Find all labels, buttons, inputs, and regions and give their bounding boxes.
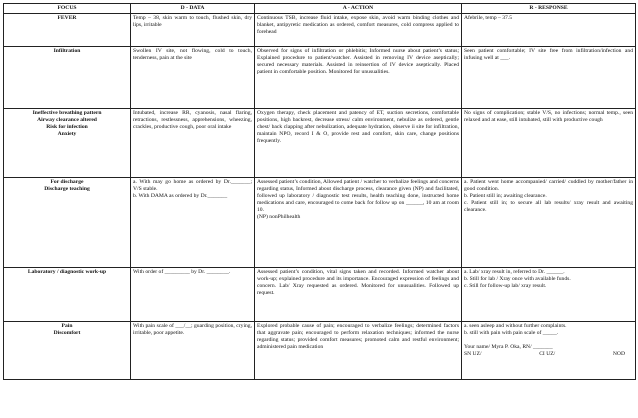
- response-cell: [462, 14, 636, 47]
- table-header: [4, 4, 636, 14]
- response-text: Afebrile, temp – 37.5: [464, 14, 513, 21]
- data-cell: [131, 268, 255, 322]
- action-text: Oxygen therapy, check placement and patency of ET, suction secretions, comfortable positions, high backrest, decrease stress/ calm environment, nebulize as ordered, gentle chest/ back clapping after nebulization, adequate hydration, observe ii site for infiltration, maintain NPO, record I & O, provide rest and comfort, skin care, change positions frequently.: [257, 109, 459, 144]
- signature-nod: NOD: [612, 350, 625, 357]
- action-text: Assessed patient’s condition, vital signs taken and recorded. Informed watcher about work-up; explained procedure and its importance. Encouraged expression of feelings and concern. Lab/ Xray requested as ordered. Monitored for unusualities. Followed up request.: [257, 268, 459, 296]
- focus-text: Risk for infection: [46, 123, 88, 130]
- response-text: Seen patient comfortable; IV site free from infiltration/infection and infusing well at ___.: [464, 47, 633, 61]
- data-cell: [131, 109, 255, 178]
- data-text: Swollen IV site, not flowing, cold to touch, tenderness, pain at the site: [133, 47, 252, 61]
- response-text: a. Lab/ xray result in, referred to Dr. ______.: [464, 268, 565, 275]
- response-cell: [462, 109, 636, 178]
- focus-text: For discharge: [50, 178, 84, 185]
- signature-line: [464, 351, 633, 358]
- focus-text: Laboratory / diagnostic work-up: [27, 268, 107, 275]
- data-text: Temp – 38, skin warm to touch, flushed skin, dry lips, irritable: [133, 14, 252, 28]
- table-row: [4, 322, 636, 380]
- action-cell: [255, 109, 462, 178]
- focus-text: Infiltration: [53, 47, 81, 54]
- response-text: a. seen asleep and without further complaints.: [464, 322, 567, 329]
- response-cell: [462, 322, 636, 380]
- action-cell: [255, 322, 462, 380]
- data-text: a. With may go home as ordered by Dr._______; V/S stable.: [133, 178, 252, 192]
- data-cell: [131, 178, 255, 268]
- data-cell: [131, 322, 255, 380]
- action-cell: [255, 178, 462, 268]
- response-text: b. still with pain with pain scale of _____.: [464, 329, 559, 336]
- focus-text: FEVER: [57, 14, 77, 21]
- data-text: b. With DAMA as ordered by Dr._______: [133, 192, 228, 199]
- header-data: D - DATA: [131, 4, 255, 14]
- data-cell: [131, 14, 255, 47]
- focus-cell: [4, 322, 131, 380]
- focus-cell: [4, 109, 131, 178]
- fdar-table: [3, 3, 636, 380]
- table-row: [4, 178, 636, 268]
- action-text: Continuous TSB, increase fluid intake, expose skin, avoid warm binding clothes and blanket, antipyretic medication as ordered, comfort measures, cold compress applied to forehead: [257, 14, 459, 35]
- focus-cell: [4, 268, 131, 322]
- signature-name: Your name/ Myra P. Oka, RN/ _______: [464, 343, 553, 350]
- data-cell: [131, 47, 255, 109]
- focus-cell: [4, 14, 131, 47]
- table-row: [4, 47, 636, 109]
- focus-cell: [4, 47, 131, 109]
- focus-text: Ineffective breathing pattern: [32, 109, 102, 116]
- header-focus: FOCUS: [4, 4, 131, 14]
- data-text: Intubated, increase RR, cyanosis, nasal flaring, retractions, restlessness, apprehensions, wheezing, crackles, productive cough, poor oral intake: [133, 109, 252, 130]
- header-action: A - ACTION: [255, 4, 462, 14]
- data-text: With pain scale of ___/__; guarding position, crying, irritable, poor appetite.: [133, 322, 252, 336]
- table-row: [4, 268, 636, 322]
- response-text: b. Patient still in; awaiting clearance.: [464, 192, 547, 199]
- action-cell: [255, 268, 462, 322]
- action-text: Assessed patient’s condition, Allowed patient / watcher to verbalize feelings and concerns regarding status, Informed about discharge process, clearance given (NP) and facilitated, followed up laboratory / diagnostic test results, health teaching done, instructed home medications and care, encouraged to come back for follow up on ______, 10 am at room 10.: [257, 178, 459, 213]
- focus-text: Airway clearance altered: [37, 116, 97, 123]
- action-cell: [255, 47, 462, 109]
- response-text: [464, 337, 633, 344]
- response-cell: [462, 47, 636, 109]
- signature-ci: CI UZ/: [539, 350, 556, 357]
- table-body: [4, 14, 636, 380]
- focus-text: Discharge teaching: [44, 185, 90, 192]
- focus-text: Anxiety: [57, 130, 77, 137]
- focus-text: Discomfort: [53, 329, 81, 336]
- table-row: [4, 109, 636, 178]
- header-row: [4, 4, 636, 14]
- response-text: No signs of complication; stable V/S, no infections; normal temp., seen relaxed and at ease, still intubated, still with productive cough: [464, 109, 633, 123]
- focus-cell: [4, 178, 131, 268]
- response-text: a. Patient went home accompanied/ carried/ cuddled by mother/father in good condition.: [464, 178, 633, 192]
- table-row: [4, 14, 636, 47]
- response-text: b. Still for lab / Xray once with available funds.: [464, 275, 571, 282]
- response-text: c. Still for follow-up lab/ xray result.: [464, 282, 547, 289]
- fdar-document: [3, 3, 635, 380]
- response-cell: [462, 178, 636, 268]
- action-text: Observed for signs of infiltration or phlebitis; Informed nurse about patient’s status; Explained procedure to patient/watcher. Assisted in removing IV device aseptically; secured necessary materials. Assisted in reinsertion of IV device aseptically. Placed patient in comfortable position. Monitored for unusualities.: [257, 47, 459, 75]
- focus-text: Pain: [61, 322, 73, 329]
- action-text: (NP) nonPhilhealth: [257, 214, 301, 221]
- data-text: With order of _________ by Dr. ________.: [133, 268, 231, 275]
- response-cell: [462, 268, 636, 322]
- action-cell: [255, 14, 462, 47]
- signature-sn: SN UZ/: [464, 350, 482, 357]
- action-text: Explored probable cause of pain; encouraged to verbalize feelings; determined factors that aggravate pain; encouraged to perform relaxation techniques; informed the nurse regarding status; provided comfort measures; promoted calm and restful environment; administered pain medication: [257, 322, 459, 350]
- response-text: c. Patient still in; to secure all lab results/ xray result and awaiting clearance.: [464, 199, 633, 213]
- header-response: R - RESPONSE: [462, 4, 636, 14]
